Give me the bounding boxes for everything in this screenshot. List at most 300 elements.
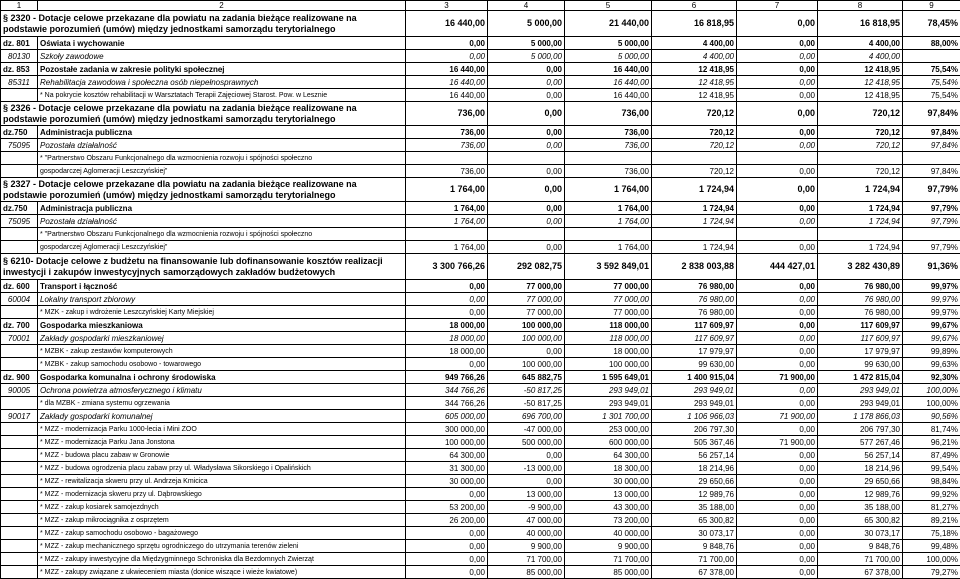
amount-cell: 577 267,46 — [818, 436, 903, 449]
amount-cell: 12 418,95 — [652, 76, 737, 89]
amount-cell: 53 200,00 — [406, 501, 488, 514]
amount-cell: 18 000,00 — [565, 345, 652, 358]
row-description: Ochrona powietrza atmosferycznego i klimatu — [38, 384, 406, 397]
amount-cell: 97,84% — [903, 165, 960, 178]
row-description: * MZZ - modernizacja skweru przy ul. Dąbrowskiego — [38, 488, 406, 501]
amount-cell: 13 000,00 — [488, 488, 565, 501]
row-description: * MZZ - zakup samochodu osobowo - bagażowego — [38, 527, 406, 540]
amount-cell: 18 000,00 — [406, 319, 488, 332]
section-title: § 6210- Dotacje celowe z budżetu na finansowanie lub dofinansowanie kosztów realizacji inwestycji i zakupów inwestycyjnych samorządowych zakładów budżetowych — [1, 254, 406, 280]
classification-code: 90017 — [1, 410, 38, 423]
row-description: * dla MZBK - zmiana systemu ogrzewania — [38, 397, 406, 410]
amount-cell: 0,00 — [737, 178, 818, 202]
chapter-row — [1, 410, 960, 423]
classification-code — [1, 358, 38, 371]
amount-cell: 75,54% — [903, 63, 960, 76]
amount-cell: 98,84% — [903, 475, 960, 488]
amount-cell: 76 980,00 — [652, 293, 737, 306]
amount-cell: 88,00% — [903, 37, 960, 50]
amount-cell — [818, 152, 903, 165]
amount-cell: 0,00 — [737, 345, 818, 358]
column-number-row — [1, 1, 960, 11]
amount-cell: 0,00 — [737, 37, 818, 50]
amount-cell: 118 000,00 — [565, 332, 652, 345]
item-row — [1, 228, 960, 241]
row-description: Gospodarka komunalna i ochrony środowiska — [38, 371, 406, 384]
classification-code: dz. 900 — [1, 371, 38, 384]
amount-cell: 65 300,82 — [652, 514, 737, 527]
amount-cell: 43 300,00 — [565, 501, 652, 514]
amount-cell: 9 848,76 — [818, 540, 903, 553]
amount-cell — [488, 228, 565, 241]
item-row — [1, 566, 960, 579]
amount-cell: 117 609,97 — [818, 332, 903, 345]
amount-cell: 0,00 — [737, 423, 818, 436]
amount-cell: 1 764,00 — [565, 178, 652, 202]
amount-cell: 99,97% — [903, 280, 960, 293]
section-row — [1, 254, 960, 280]
section-row — [1, 11, 960, 37]
item-row — [1, 449, 960, 462]
amount-cell: 100 000,00 — [488, 319, 565, 332]
item-row — [1, 475, 960, 488]
amount-cell: 12 989,76 — [652, 488, 737, 501]
amount-cell: 16 440,00 — [565, 63, 652, 76]
amount-cell: 293 949,01 — [565, 397, 652, 410]
amount-cell: 0,00 — [488, 241, 565, 254]
classification-code — [1, 488, 38, 501]
item-row — [1, 152, 960, 165]
amount-cell — [903, 50, 960, 63]
classification-code — [1, 475, 38, 488]
amount-cell: 293 949,01 — [818, 384, 903, 397]
division-row — [1, 37, 960, 50]
amount-cell: 1 178 866,03 — [818, 410, 903, 423]
amount-cell: 30 073,17 — [652, 527, 737, 540]
amount-cell: 0,00 — [737, 11, 818, 37]
amount-cell: 16 440,00 — [406, 89, 488, 102]
amount-cell: 97,79% — [903, 202, 960, 215]
amount-cell: 118 000,00 — [565, 319, 652, 332]
amount-cell: 9 848,76 — [652, 540, 737, 553]
amount-cell: 21 440,00 — [565, 11, 652, 37]
amount-cell: 17 979,97 — [652, 345, 737, 358]
amount-cell: 85 000,00 — [488, 566, 565, 579]
section-row — [1, 102, 960, 126]
amount-cell: 500 000,00 — [488, 436, 565, 449]
amount-cell: 12 418,95 — [818, 89, 903, 102]
amount-cell — [652, 228, 737, 241]
item-row — [1, 501, 960, 514]
row-description: Zakłady gospodarki komunalnej — [38, 410, 406, 423]
amount-cell: 0,00 — [406, 50, 488, 63]
row-description: * MZZ - budowa placu zabaw w Gronowie — [38, 449, 406, 462]
row-description: Transport i łączność — [38, 280, 406, 293]
amount-cell — [406, 228, 488, 241]
amount-cell: 75,54% — [903, 89, 960, 102]
amount-cell: 89,21% — [903, 514, 960, 527]
chapter-row — [1, 50, 960, 63]
amount-cell: 0,00 — [488, 178, 565, 202]
amount-cell: 40 000,00 — [488, 527, 565, 540]
amount-cell: 736,00 — [406, 126, 488, 139]
amount-cell: 720,12 — [652, 126, 737, 139]
row-description: * MZZ - zakup mechanicznego sprzętu ogrodniczego do utrzymania terenów zieleni — [38, 540, 406, 553]
amount-cell: 91,36% — [903, 254, 960, 280]
row-description: gospodarczej Aglomeracji Leszczyńskiej" — [38, 241, 406, 254]
column-number: 5 — [565, 1, 652, 11]
amount-cell: 1 400 915,04 — [652, 371, 737, 384]
classification-code: 90005 — [1, 384, 38, 397]
row-description: Administracja publiczna — [38, 202, 406, 215]
amount-cell: 64 300,00 — [406, 449, 488, 462]
item-row — [1, 436, 960, 449]
amount-cell: 97,84% — [903, 126, 960, 139]
amount-cell: 720,12 — [652, 139, 737, 152]
classification-code: dz.750 — [1, 126, 38, 139]
division-row — [1, 371, 960, 384]
amount-cell: 97,84% — [903, 102, 960, 126]
amount-cell: 0,00 — [488, 449, 565, 462]
amount-cell: 97,79% — [903, 215, 960, 228]
classification-code — [1, 165, 38, 178]
classification-code — [1, 566, 38, 579]
amount-cell: 71 700,00 — [818, 553, 903, 566]
amount-cell — [737, 152, 818, 165]
amount-cell: 253 000,00 — [565, 423, 652, 436]
amount-cell: 1 472 815,04 — [818, 371, 903, 384]
classification-code — [1, 152, 38, 165]
amount-cell: 99,97% — [903, 293, 960, 306]
row-description: * MZZ - zakup kosiarek samojezdnych — [38, 501, 406, 514]
amount-cell: 5 000,00 — [488, 50, 565, 63]
amount-cell: 1 724,94 — [818, 215, 903, 228]
amount-cell: 0,00 — [737, 358, 818, 371]
amount-cell: 0,00 — [737, 527, 818, 540]
amount-cell: 26 200,00 — [406, 514, 488, 527]
amount-cell: 0,00 — [488, 475, 565, 488]
amount-cell: 18 214,96 — [652, 462, 737, 475]
amount-cell: 81,27% — [903, 501, 960, 514]
amount-cell: 0,00 — [406, 488, 488, 501]
item-row — [1, 462, 960, 475]
amount-cell: 4 400,00 — [652, 37, 737, 50]
division-row — [1, 319, 960, 332]
item-row — [1, 553, 960, 566]
amount-cell: 5 000,00 — [565, 37, 652, 50]
amount-cell: 99,48% — [903, 540, 960, 553]
amount-cell: 0,00 — [406, 280, 488, 293]
amount-cell: 30 000,00 — [565, 475, 652, 488]
row-description: * "Partnerstwo Obszaru Funkcjonalnego dla wzmocnienia rozwoju i spójności społeczno — [38, 228, 406, 241]
classification-code: 70001 — [1, 332, 38, 345]
amount-cell: -47 000,00 — [488, 423, 565, 436]
amount-cell: 100 000,00 — [488, 332, 565, 345]
item-row — [1, 89, 960, 102]
classification-code — [1, 241, 38, 254]
row-description: Rehabilitacja zawodowa i społeczna osób niepełnosprawnych — [38, 76, 406, 89]
amount-cell: 0,00 — [406, 358, 488, 371]
amount-cell: 78,45% — [903, 11, 960, 37]
amount-cell: 0,00 — [737, 319, 818, 332]
amount-cell: 5 000,00 — [488, 11, 565, 37]
amount-cell: 2 838 003,88 — [652, 254, 737, 280]
amount-cell: 1 764,00 — [565, 241, 652, 254]
amount-cell: 75,54% — [903, 76, 960, 89]
classification-code: dz. 801 — [1, 37, 38, 50]
amount-cell: 67 378,00 — [652, 566, 737, 579]
amount-cell: 56 257,14 — [652, 449, 737, 462]
amount-cell: 293 949,01 — [818, 397, 903, 410]
item-row — [1, 358, 960, 371]
row-description: * MZZ - zakupy inwestycyjne dla Międzygminnego Schroniska dla Bezdomnych Zwierząt — [38, 553, 406, 566]
amount-cell: 1 724,94 — [652, 215, 737, 228]
amount-cell: 1 724,94 — [818, 241, 903, 254]
row-description: * MZZ - modernizacja Parku Jana Jonstona — [38, 436, 406, 449]
item-row — [1, 306, 960, 319]
amount-cell: 117 609,97 — [652, 319, 737, 332]
amount-cell: 949 766,26 — [406, 371, 488, 384]
amount-cell: 71 700,00 — [565, 553, 652, 566]
amount-cell: 77 000,00 — [488, 293, 565, 306]
amount-cell: 30 073,17 — [818, 527, 903, 540]
amount-cell: 0,00 — [737, 384, 818, 397]
amount-cell: 97,79% — [903, 178, 960, 202]
chapter-row — [1, 215, 960, 228]
amount-cell: 0,00 — [406, 540, 488, 553]
amount-cell: -9 900,00 — [488, 501, 565, 514]
classification-code — [1, 89, 38, 102]
amount-cell: 293 949,01 — [565, 384, 652, 397]
amount-cell: 720,12 — [818, 102, 903, 126]
amount-cell: 0,00 — [406, 293, 488, 306]
item-row — [1, 488, 960, 501]
amount-cell: 292 082,75 — [488, 254, 565, 280]
amount-cell: 0,00 — [737, 397, 818, 410]
row-description: * MZBK - zakup zestawów komputerowych — [38, 345, 406, 358]
amount-cell: 0,00 — [406, 37, 488, 50]
amount-cell: 736,00 — [565, 126, 652, 139]
row-description: Pozostałe zadania w zakresie polityki społecznej — [38, 63, 406, 76]
amount-cell: 65 300,82 — [818, 514, 903, 527]
classification-code — [1, 449, 38, 462]
classification-code — [1, 553, 38, 566]
amount-cell: 76 980,00 — [818, 306, 903, 319]
amount-cell: 736,00 — [565, 139, 652, 152]
division-row — [1, 126, 960, 139]
amount-cell: 117 609,97 — [652, 332, 737, 345]
amount-cell: 720,12 — [652, 165, 737, 178]
amount-cell: 64 300,00 — [565, 449, 652, 462]
amount-cell: 100,00% — [903, 384, 960, 397]
row-description: * MZZ - rewitalizacja skweru przy ul. Andrzeja Kmicica — [38, 475, 406, 488]
classification-code — [1, 527, 38, 540]
chapter-row — [1, 332, 960, 345]
amount-cell: 56 257,14 — [818, 449, 903, 462]
amount-cell: 90,56% — [903, 410, 960, 423]
section-row — [1, 178, 960, 202]
amount-cell: 100,00% — [903, 553, 960, 566]
amount-cell: 1 764,00 — [406, 202, 488, 215]
amount-cell: 0,00 — [737, 475, 818, 488]
amount-cell: 720,12 — [818, 139, 903, 152]
item-row — [1, 527, 960, 540]
amount-cell — [406, 152, 488, 165]
classification-code: 60004 — [1, 293, 38, 306]
classification-code: dz. 700 — [1, 319, 38, 332]
chapter-row — [1, 384, 960, 397]
amount-cell: 16 440,00 — [406, 11, 488, 37]
amount-cell: 99,54% — [903, 462, 960, 475]
amount-cell: 0,00 — [488, 345, 565, 358]
item-row — [1, 423, 960, 436]
amount-cell — [565, 228, 652, 241]
division-row — [1, 63, 960, 76]
classification-code: 80130 — [1, 50, 38, 63]
column-number: 8 — [818, 1, 903, 11]
amount-cell: 4 400,00 — [818, 37, 903, 50]
amount-cell: 100 000,00 — [406, 436, 488, 449]
division-row — [1, 202, 960, 215]
amount-cell: 12 418,95 — [652, 89, 737, 102]
amount-cell: 206 797,30 — [818, 423, 903, 436]
amount-cell — [903, 152, 960, 165]
amount-cell: 0,00 — [737, 215, 818, 228]
classification-code: 85311 — [1, 76, 38, 89]
amount-cell: 99 630,00 — [652, 358, 737, 371]
amount-cell: 99,67% — [903, 332, 960, 345]
amount-cell — [903, 228, 960, 241]
row-description: Zakłady gospodarki mieszkaniowej — [38, 332, 406, 345]
amount-cell — [652, 152, 737, 165]
amount-cell: 16 818,95 — [652, 11, 737, 37]
amount-cell: 76 980,00 — [652, 280, 737, 293]
amount-cell: -50 817,25 — [488, 384, 565, 397]
chapter-row — [1, 76, 960, 89]
classification-code: 75095 — [1, 215, 38, 228]
amount-cell: 12 989,76 — [818, 488, 903, 501]
classification-code: dz.750 — [1, 202, 38, 215]
classification-code: dz. 600 — [1, 280, 38, 293]
amount-cell: 0,00 — [488, 165, 565, 178]
amount-cell: 1 595 649,01 — [565, 371, 652, 384]
amount-cell: 40 000,00 — [565, 527, 652, 540]
amount-cell: 9 900,00 — [488, 540, 565, 553]
amount-cell: 0,00 — [737, 501, 818, 514]
amount-cell: 79,27% — [903, 566, 960, 579]
column-number: 6 — [652, 1, 737, 11]
amount-cell: 87,49% — [903, 449, 960, 462]
amount-cell: 720,12 — [818, 126, 903, 139]
amount-cell: 1 764,00 — [406, 215, 488, 228]
amount-cell: 18 300,00 — [565, 462, 652, 475]
amount-cell: -13 000,00 — [488, 462, 565, 475]
classification-code — [1, 345, 38, 358]
amount-cell: 0,00 — [737, 332, 818, 345]
amount-cell: 1 724,94 — [818, 202, 903, 215]
amount-cell: 736,00 — [565, 102, 652, 126]
division-row — [1, 280, 960, 293]
amount-cell: 67 378,00 — [818, 566, 903, 579]
amount-cell: 16 440,00 — [565, 76, 652, 89]
amount-cell: 17 979,97 — [818, 345, 903, 358]
amount-cell: 47 000,00 — [488, 514, 565, 527]
item-row — [1, 165, 960, 178]
row-description: * MZZ - zakupy związane z ukwieceniem miasta (donice wiszące i wieże kwiatowe) — [38, 566, 406, 579]
classification-code — [1, 423, 38, 436]
classification-code — [1, 228, 38, 241]
row-description: Lokalny transport zbiorowy — [38, 293, 406, 306]
amount-cell: 720,12 — [652, 102, 737, 126]
amount-cell: 0,00 — [488, 63, 565, 76]
amount-cell — [818, 228, 903, 241]
classification-code — [1, 514, 38, 527]
amount-cell — [737, 228, 818, 241]
row-description: Administracja publiczna — [38, 126, 406, 139]
amount-cell: 97,84% — [903, 139, 960, 152]
amount-cell: 18 000,00 — [406, 345, 488, 358]
amount-cell: 0,00 — [737, 553, 818, 566]
amount-cell: 0,00 — [406, 527, 488, 540]
classification-code — [1, 540, 38, 553]
amount-cell: 77 000,00 — [565, 293, 652, 306]
amount-cell: 344 766,26 — [406, 397, 488, 410]
classification-code — [1, 462, 38, 475]
amount-cell: 1 764,00 — [565, 215, 652, 228]
amount-cell: 736,00 — [406, 102, 488, 126]
row-description: * MZZ - modernizacja Parku 1000-lecia i Mini ZOO — [38, 423, 406, 436]
amount-cell: 720,12 — [818, 165, 903, 178]
amount-cell: 1 724,94 — [652, 202, 737, 215]
amount-cell: 3 300 766,26 — [406, 254, 488, 280]
amount-cell: 0,00 — [737, 139, 818, 152]
section-title: § 2320 - Dotacje celowe przekazane dla powiatu na zadania bieżące realizowane na podstawie porozumień (umów) między jednostkami samorządu terytorialnego — [1, 11, 406, 37]
amount-cell: 76 980,00 — [652, 306, 737, 319]
amount-cell: 0,00 — [488, 202, 565, 215]
amount-cell: 99,92% — [903, 488, 960, 501]
amount-cell: 16 440,00 — [565, 89, 652, 102]
column-number: 3 — [406, 1, 488, 11]
row-description: Pozostała działalność — [38, 215, 406, 228]
row-description: * "Partnerstwo Obszaru Funkcjonalnego dla wzmocnienia rozwoju i spójności społeczno — [38, 152, 406, 165]
amount-cell: 99,89% — [903, 345, 960, 358]
chapter-row — [1, 293, 960, 306]
amount-cell: 5 000,00 — [565, 50, 652, 63]
amount-cell: 71 900,00 — [737, 410, 818, 423]
row-description: gospodarczej Aglomeracji Leszczyńskiej" — [38, 165, 406, 178]
row-description: * MZZ - zakup mikrociągnika z osprzętem — [38, 514, 406, 527]
amount-cell: 696 700,00 — [488, 410, 565, 423]
amount-cell: 77 000,00 — [565, 306, 652, 319]
column-number: 9 — [903, 1, 960, 11]
column-number: 7 — [737, 1, 818, 11]
amount-cell: 0,00 — [737, 566, 818, 579]
classification-code — [1, 501, 38, 514]
amount-cell: 77 000,00 — [488, 280, 565, 293]
classification-code: 75095 — [1, 139, 38, 152]
amount-cell: 77 000,00 — [565, 280, 652, 293]
amount-cell: 645 882,75 — [488, 371, 565, 384]
amount-cell: 1 724,94 — [652, 241, 737, 254]
amount-cell: 0,00 — [737, 280, 818, 293]
amount-cell: 206 797,30 — [652, 423, 737, 436]
item-row — [1, 241, 960, 254]
amount-cell: 1 301 700,00 — [565, 410, 652, 423]
item-row — [1, 514, 960, 527]
amount-cell: 1 764,00 — [565, 202, 652, 215]
amount-cell: 0,00 — [737, 165, 818, 178]
amount-cell: 605 000,00 — [406, 410, 488, 423]
